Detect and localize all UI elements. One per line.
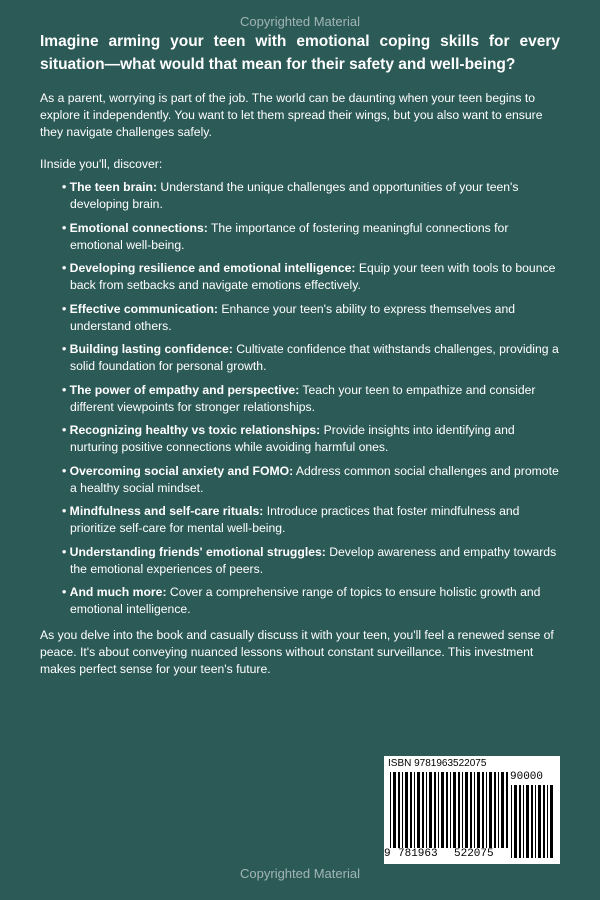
barcode-bar: [393, 772, 396, 848]
barcode-digit-group2: 522075: [454, 848, 494, 860]
bullet-icon: •: [62, 261, 67, 275]
barcode-bar: [417, 772, 420, 848]
bullet-icon: •: [62, 463, 67, 478]
bullet-icon: •: [62, 382, 67, 397]
list-item: • Building lasting confidence: Cultivate confidence that withstands challenges, providing a solid foundation for personal growth.: [62, 342, 559, 373]
barcode-bar: [446, 772, 448, 848]
bullet-icon: •: [62, 342, 67, 356]
barcode-bar: [486, 772, 487, 848]
barcode-bar: [462, 772, 463, 848]
barcode-digit-first: 9: [384, 848, 391, 860]
barcode-addon-bars: [511, 785, 555, 858]
barcode-bar: [474, 772, 475, 848]
barcode-bar: [402, 772, 403, 848]
list-item: • Developing resilience and emotional intelligence: Equip your teen with tools to bounce back from setbacks and navigate emotions effectively.: [62, 261, 556, 292]
headline: Imagine arming your teen with emotional coping skills for every situation—what would that mean for their safety and well-being?: [40, 33, 560, 73]
barcode-bar: [531, 785, 533, 858]
list-item: • The power of empathy and perspective: Teach your teen to empathize and consider different viewpoints for stronger relationships.: [62, 382, 536, 414]
barcode-bar: [523, 785, 524, 858]
bullet-icon: •: [62, 220, 67, 235]
list-item: • Understanding friends' emotional struggles: Develop awareness and empathy towards the emotional experiences of peers.: [62, 544, 557, 576]
barcode-bar: [489, 772, 492, 848]
bullet-icon: •: [62, 544, 67, 559]
barcode-bars: [390, 772, 508, 848]
barcode-bar: [501, 772, 504, 848]
barcode-bar: [458, 772, 460, 848]
barcode-bar: [405, 772, 408, 848]
barcode-bar: [547, 785, 548, 858]
back-cover-text: [40, 30, 560, 678]
list-item: • Emotional connections: The importance of fostering meaningful connections for emotional well-being.: [62, 220, 509, 252]
closing-paragraph: As you delve into the book and casually discuss it with your teen, you'll feel a renewed sense of peace. It's about conveying nuanced lessons without constant surveillance. This investment makes perfect sense for your teen's future.: [40, 628, 554, 676]
barcode-bar: [494, 772, 496, 848]
barcode-bar: [426, 772, 427, 848]
list-item: • And much more: Cover a comprehensive range of topics to ensure holistic growth and emotional intelligence.: [62, 585, 541, 616]
barcode-bar: [414, 772, 415, 848]
barcode-bar: [465, 772, 468, 848]
barcode-bar: [511, 785, 512, 858]
watermark-top: Copyrighted Material: [240, 14, 360, 29]
barcode-bar: [482, 772, 484, 848]
list-item: • The teen brain: Understand the unique challenges and opportunities of your teen's developing brain.: [62, 180, 519, 211]
bullet-icon: •: [62, 504, 67, 518]
barcode-bar: [410, 772, 412, 848]
price-code: 90000: [510, 771, 544, 783]
barcode-bar: [398, 772, 400, 848]
barcode-bar: [438, 772, 439, 848]
barcode-bar: [450, 772, 451, 848]
list-item: • Effective communication: Enhance your teen's ability to express themselves and understand others.: [62, 301, 516, 333]
barcode-bar: [441, 772, 444, 848]
isbn-barcode: [384, 756, 560, 864]
barcode-digit-group1: 781963: [398, 848, 438, 860]
barcode-bar: [477, 772, 480, 848]
barcode-bar: [422, 772, 424, 848]
barcode-bar: [526, 785, 529, 858]
intro-paragraph: As a parent, worrying is part of the job. The world can be daunting when your teen begins to explore it independently. You want to let them spread their wings, but you also want to ensure they navigate challenges safely.: [40, 91, 543, 139]
barcode-bar: [470, 772, 472, 848]
barcode-bar: [519, 785, 521, 858]
barcode-bar: [550, 785, 553, 858]
list-item: • Recognizing healthy vs toxic relationships: Provide insights into identifying and nurturing positive connections while avoiding harmful ones.: [62, 423, 515, 454]
barcode-bar: [535, 785, 536, 858]
bullet-icon: •: [62, 301, 67, 316]
list-lead: IInside you'll, discover:: [40, 157, 163, 171]
barcode-bar: [514, 785, 517, 858]
feature-list: [40, 179, 560, 618]
bullet-icon: •: [62, 585, 67, 599]
watermark-bottom: Copyrighted Material: [240, 866, 360, 881]
bullet-icon: •: [62, 180, 67, 194]
barcode-bar: [543, 785, 545, 858]
bullet-icon: •: [62, 423, 67, 437]
barcode-bar: [498, 772, 499, 848]
barcode-bar: [390, 772, 391, 848]
list-item: • Overcoming social anxiety and FOMO: Address common social challenges and promote a healthy social mindset.: [62, 463, 559, 495]
barcode-bar: [538, 785, 541, 858]
barcode-bar: [429, 772, 432, 848]
list-item: • Mindfulness and self-care rituals: Introduce practices that foster mindfulness and prioritize self-care for mental well-being.: [62, 504, 520, 535]
isbn-label: ISBN 9781963522075: [388, 758, 487, 769]
barcode-bar: [453, 772, 456, 848]
barcode-bar: [434, 772, 436, 848]
barcode-bar: [506, 772, 508, 848]
